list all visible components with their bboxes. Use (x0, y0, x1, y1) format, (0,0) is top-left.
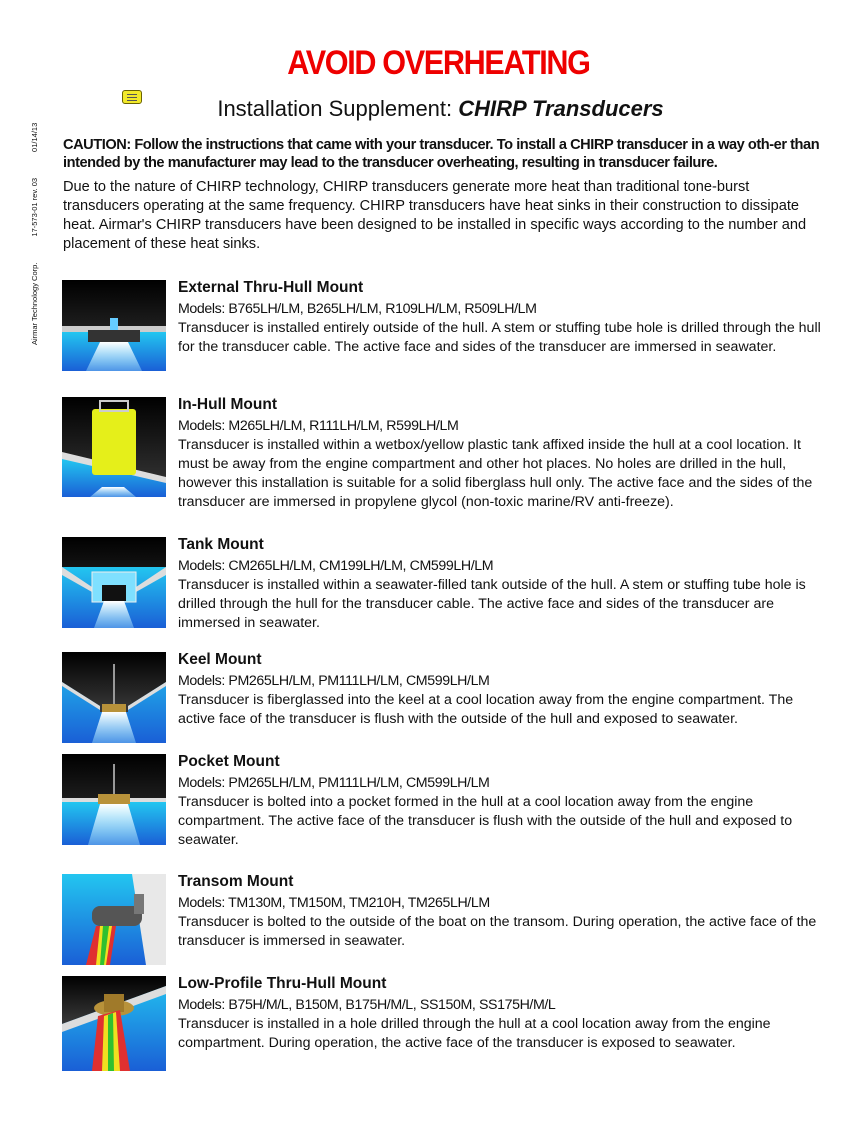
caution-text: CAUTION: Follow the instructions that came with your transducer. To install a CHIRP transducer in a way oth-er than intended by the manufacturer may lead to the transducer overheating, resulting in transducer failure. (63, 137, 820, 171)
section-models: Models: M265LH/LM, R111LH/LM, R599LH/LM (178, 418, 459, 434)
section-description: Transducer is fiberglassed into the keel at a cool location away from the engine compartment. The active face of the transducer is flush with the outside of the hull and exposed to seawater. (178, 692, 794, 727)
section-description: Transducer is installed within a wetbox/yellow plastic tank affixed inside the hull at a cool location. It must be away from the engine compartment and other hot places. No holes are drilled in the hull, however this installation is suitable for a solid fiberglass hull only. The active face and the sides of the transducer are immersed in propylene glycol (non-toxic marine/RV anti-freeze). (178, 437, 813, 510)
subtitle-plain: Installation Supplement: (217, 96, 459, 121)
section-description: Transducer is installed entirely outside of the hull. A stem or stuffing tube hole is drilled through the hull for the transducer cable. The active face and sides of the transducer are immersed in seawater. (178, 320, 821, 355)
section-title: In-Hull Mount (178, 396, 277, 413)
company-name: Airmar Technology Corp. (30, 262, 39, 345)
external-thru-hull-illustration (62, 280, 166, 371)
subtitle (0, 96, 866, 122)
section-title: External Thru-Hull Mount (178, 279, 364, 296)
section-title: Low-Profile Thru-Hull Mount (178, 975, 387, 992)
subtitle-bold: CHIRP Transducers (458, 96, 664, 121)
section-title: Transom Mount (178, 873, 294, 890)
section-description: Transducer is installed in a hole drilled through the hull at a cool location away from the engine compartment. During operation, the active face of the transducer is exposed to seawater. (178, 1016, 771, 1051)
section-models: Models: PM265LH/LM, PM111LH/LM, CM599LH/LM (178, 673, 490, 689)
side-doc-info (30, 123, 39, 345)
tank-mount-illustration (62, 537, 166, 628)
in-hull-illustration (62, 397, 166, 497)
section-models: Models: PM265LH/LM, PM111LH/LM, CM599LH/LM (178, 775, 490, 791)
low-profile-thru-hull-illustration (62, 976, 166, 1071)
intro-text: Due to the nature of CHIRP technology, CHIRP transducers generate more heat than traditional tone-burst transducers operating at the same frequency. CHIRP transducers have heat sinks in their construction to dissipate heat. Airmar's CHIRP transducers have been designed to be installed in specific ways according to the number and placement of these heat sinks. (63, 179, 807, 252)
transom-mount-illustration (62, 874, 166, 965)
section-description: Transducer is installed within a seawater-filled tank outside of the hull. A stem or stuffing tube hole is drilled through the hull for the transducer cable. The active face and sides of the transducer are immersed in seawater. (178, 577, 806, 631)
section-description: Transducer is bolted into a pocket formed in the hull at a cool location away from the engine compartment. The active face of the transducer is flush with the outside of the hull and exposed to seawater. (178, 794, 793, 848)
pocket-mount-illustration (62, 754, 166, 845)
section-description: Transducer is bolted to the outside of the boat on the transom. During operation, the active face of the transducer is immersed in seawater. (178, 914, 817, 949)
page-title: AVOID OVERHEATING (287, 44, 590, 82)
section-models: Models: TM130M, TM150M, TM210H, TM265LH/LM (178, 895, 490, 911)
section-models: Models: B765LH/LM, B265LH/LM, R109LH/LM, R509LH/LM (178, 301, 537, 317)
doc-number: 17-573-01 rev. 03 (30, 177, 39, 237)
keel-mount-illustration (62, 652, 166, 743)
section-title: Keel Mount (178, 651, 262, 668)
section-title: Tank Mount (178, 536, 264, 553)
section-models: Models: CM265LH/LM, CM199LH/LM, CM599LH/LM (178, 558, 494, 574)
section-models: Models: B75H/M/L, B150M, B175H/M/L, SS150M, SS175H/M/L (178, 997, 556, 1013)
doc-date: 01/14/13 (30, 122, 39, 152)
section-title: Pocket Mount (178, 753, 280, 770)
